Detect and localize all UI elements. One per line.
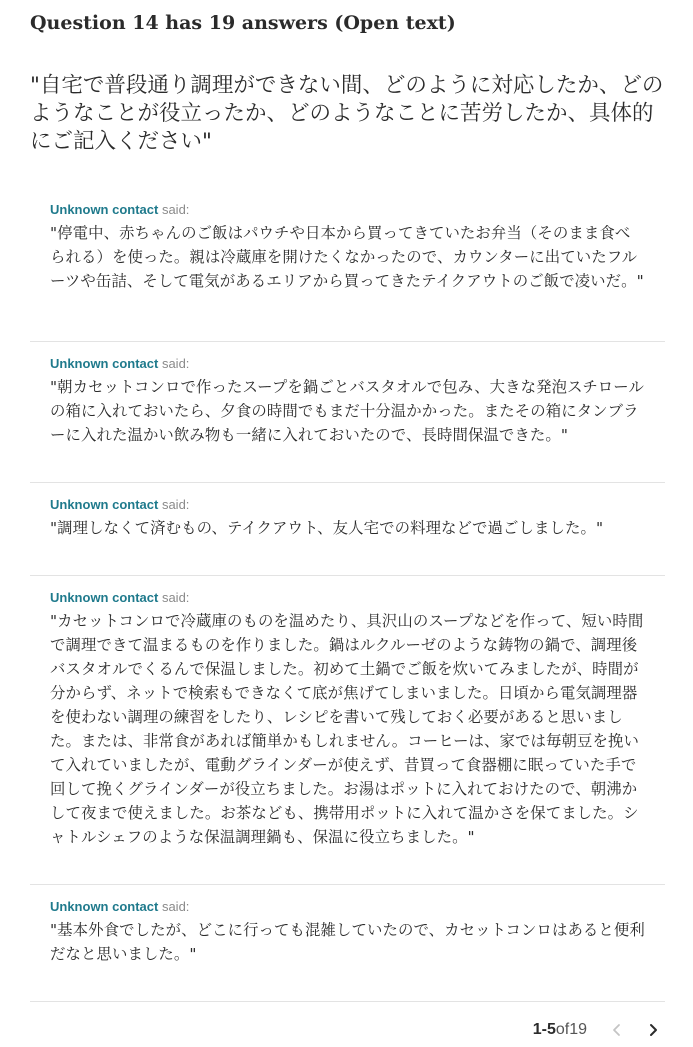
- previous-page-button[interactable]: [605, 1018, 629, 1042]
- answer-list: [30, 188, 665, 1002]
- pagination: [533, 1018, 665, 1042]
- said-label: said:: [158, 899, 190, 914]
- contact-name: Unknown contact: [50, 356, 159, 371]
- contact-name: Unknown contact: [50, 899, 159, 914]
- answer-attribution: [50, 356, 645, 372]
- answer-item: [30, 885, 665, 1002]
- contact-name: Unknown contact: [50, 590, 159, 605]
- answer-text: "基本外食でしたが、どこに行っても混雑していたので、カセットコンロはあると便利だなと思いました。": [50, 921, 645, 963]
- chevron-left-icon: [611, 1023, 623, 1037]
- answer-text: "カセットコンロで冷蔵庫のものを温めたり、具沢山のスープなどを作って、短い時間で調理できて温まるものを作りました。鍋はルクルーゼのような鋳物の鍋で、調理後バスタオルでくるんで保温しました。初めて土鍋でご飯を炊いてみましたが、時間が分からず、ネットで検索もできなくて底が焦げてしまいました。日頃から電気調理器を使わない調理の練習をしたり、レシピを書いて残しておく必要があると思いました。または、非常食があれば簡単かもしれません。コーヒーは、家では毎朝豆を挽いて入れていましたが、電動グラインダーが使えず、昔買って食器棚に眠っていた手で回して挽くグラインダーが役立ちました。お湯はポットに入れておけたので、朝沸かして夜まで使えました。お茶なども、携帯用ポットに入れて温かさを保てました。シャトルシェフのような保温調理鍋も、保温に役立ちました。": [50, 612, 644, 846]
- chevron-right-icon: [647, 1023, 659, 1037]
- contact-name: Unknown contact: [50, 497, 159, 512]
- question-header: Question 14 has 19 answers (Open text): [30, 12, 456, 34]
- said-label: said:: [158, 356, 190, 371]
- answer-attribution: [50, 590, 645, 606]
- answer-text: "停電中、赤ちゃんのご飯はパウチや日本から買ってきていたお弁当（そのまま食べられる）を使った。親は冷蔵庫を開けたくなかったので、カウンターに出ていたフルーツや缶詰、そして電気があるエリアから買ってきたテイクアウトのご飯で凌いだ。": [50, 224, 644, 290]
- next-page-button[interactable]: [641, 1018, 665, 1042]
- answer-item: [30, 188, 665, 342]
- answer-attribution: [50, 497, 645, 513]
- answer-text: "朝カセットコンロで作ったスープを鍋ごとバスタオルで包み、大きな発泡スチロールの箱に入れておいたら、夕食の時間でもまだ十分温かかった。またその箱にタンブラーに入れた温かい飲み物も一緒に入れておいたので、長時間保温できた。": [50, 378, 644, 444]
- answer-item: [30, 576, 665, 885]
- question-text: "自宅で普段通り調理ができない間、どのように対応したか、どのようなことが役立ったか、どのようなことに苦労したか、具体的にご記入ください": [30, 73, 664, 154]
- answer-text: "調理しなくて済むもの、テイクアウト、友人宅での料理などで過ごしました。": [50, 519, 604, 537]
- answer-item: [30, 483, 665, 576]
- said-label: said:: [158, 202, 190, 217]
- answer-attribution: [50, 899, 645, 915]
- page-total: 19: [569, 1021, 587, 1038]
- page-range: 1-5: [532, 1021, 556, 1038]
- contact-name: Unknown contact: [50, 202, 159, 217]
- page-of-label: of: [555, 1021, 570, 1038]
- answer-attribution: [50, 202, 645, 218]
- said-label: said:: [158, 497, 190, 512]
- answer-item: [30, 342, 665, 483]
- said-label: said:: [158, 590, 190, 605]
